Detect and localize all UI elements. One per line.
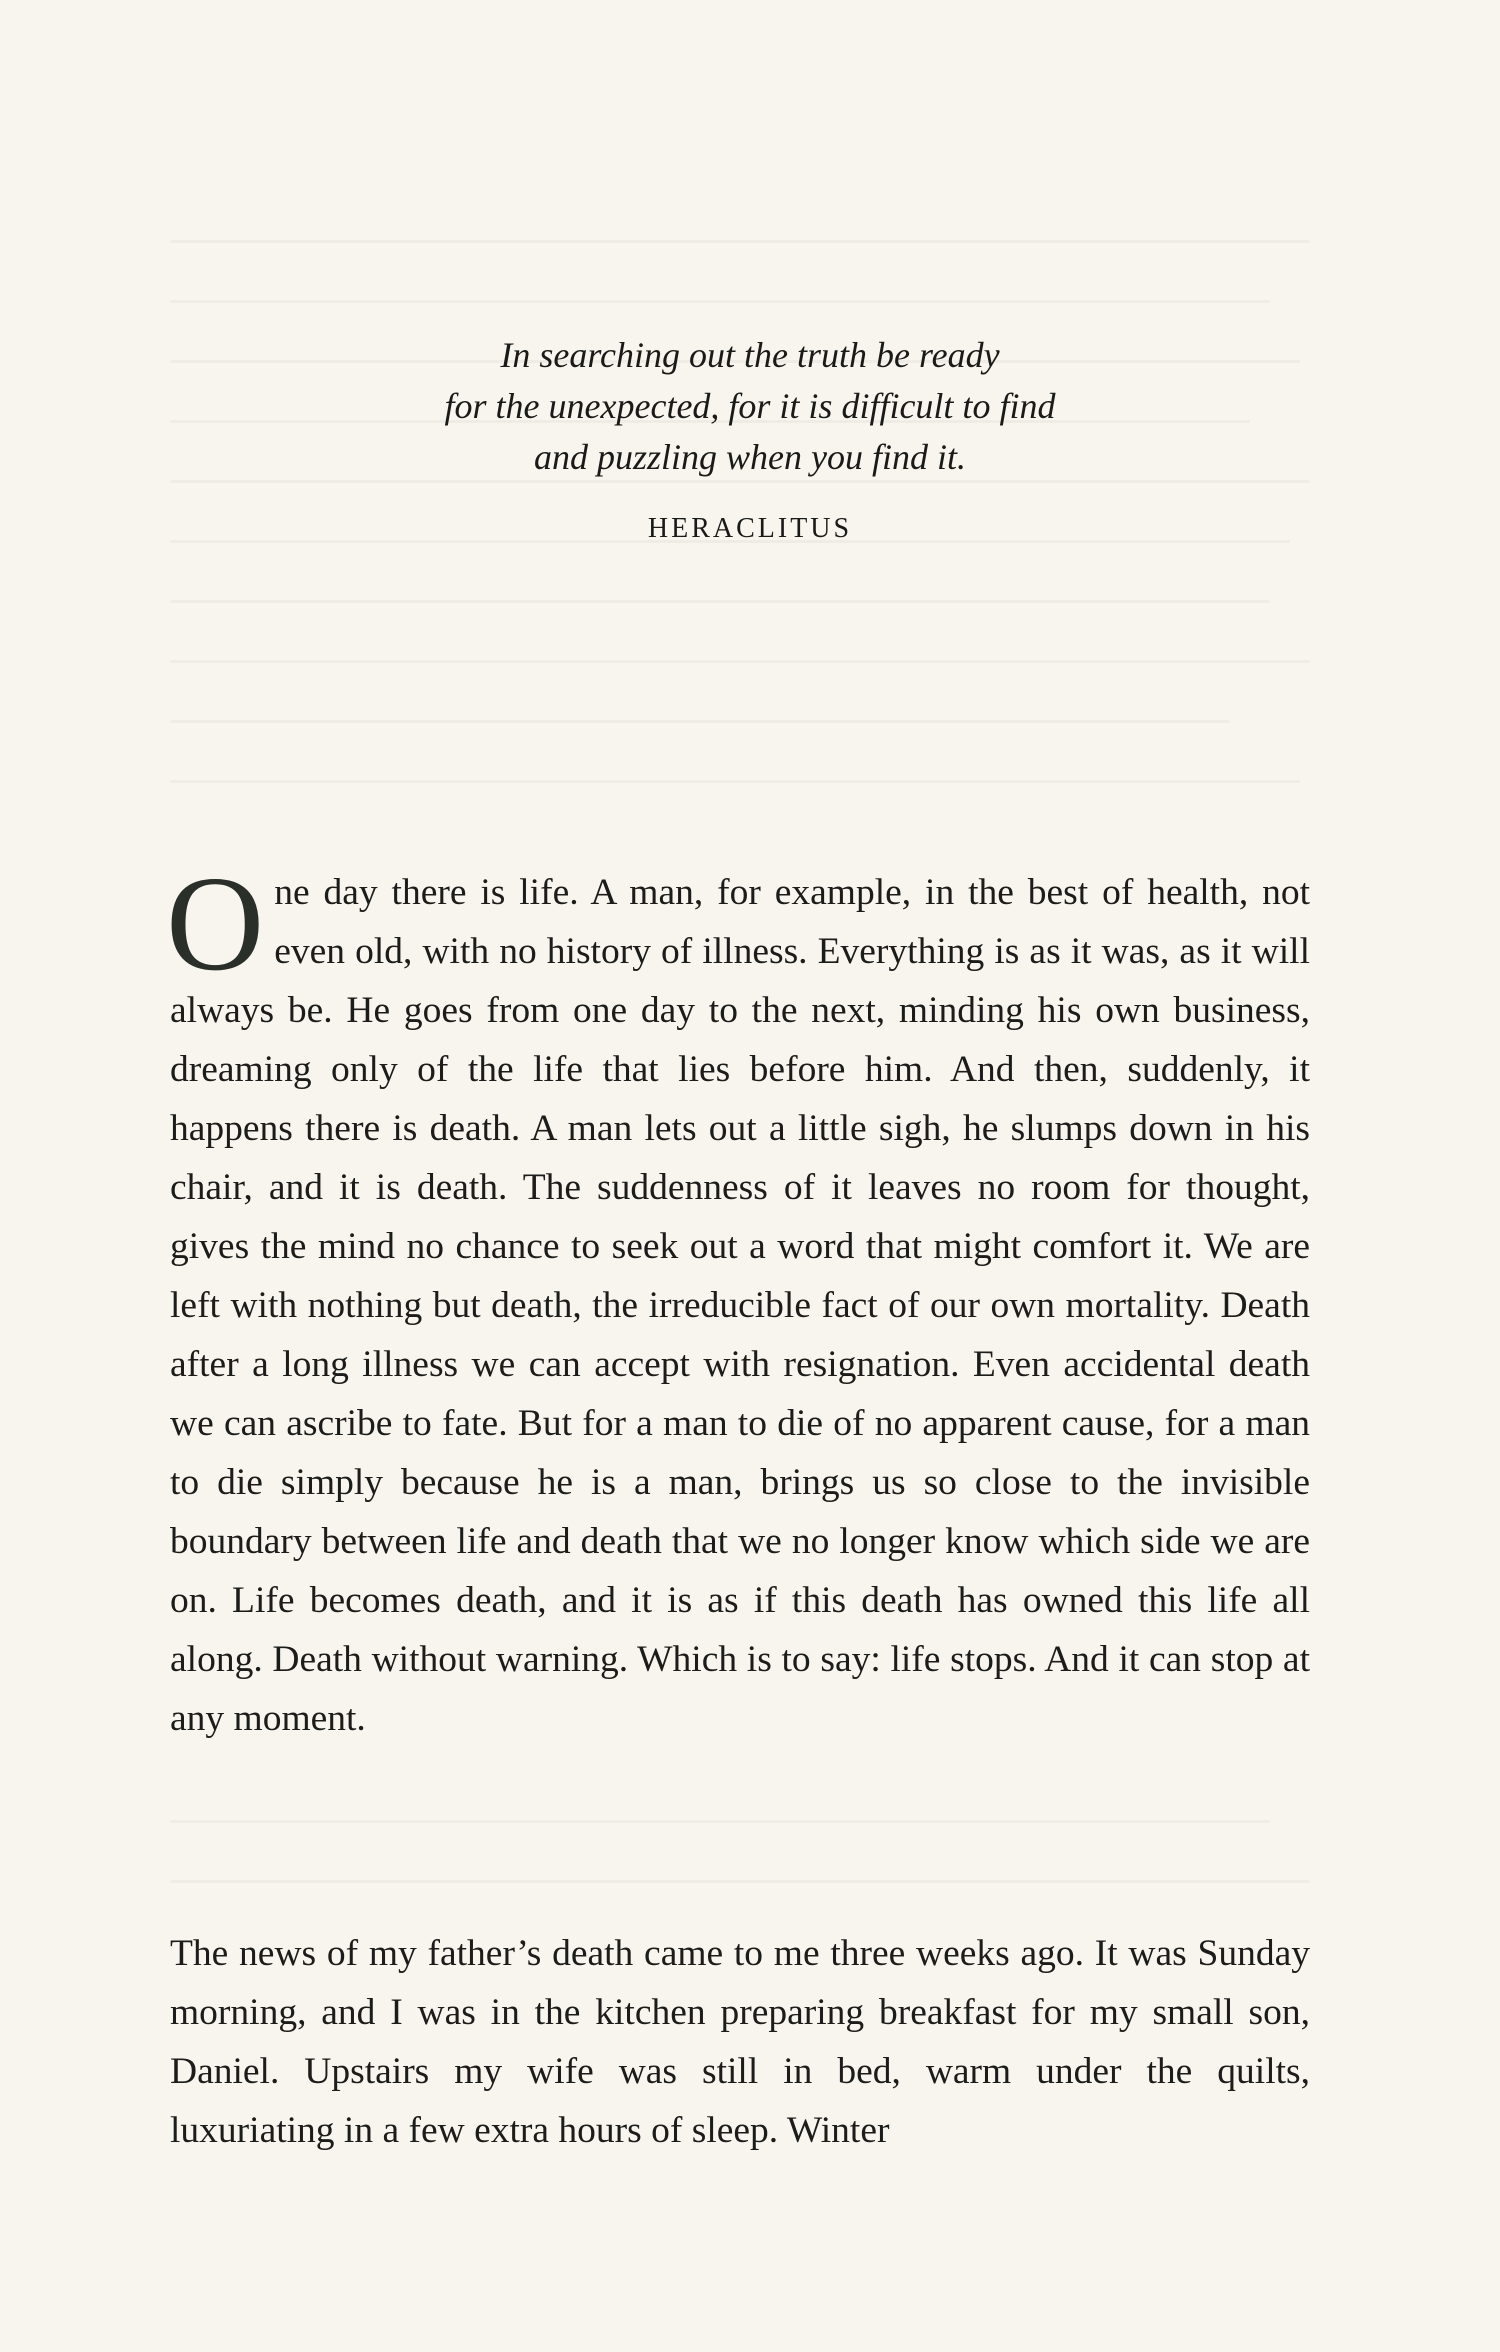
epigraph xyxy=(0,330,1500,545)
opening-paragraph-text: ne day there is life. A man, for example, in the best of health, not even old, with no history of illness. Everything is as it was, as it will always be. He goes from one day to the next, minding his own business, dreaming only of the life that lies before him. And then, suddenly, it happens there is death. A man lets out a little sigh, he slumps down in his chair, and it is death. The suddenness of it leaves no room for thought, gives the mind no chance to seek out a word that might comfort it. We are left with nothing but death, the irreducible fact of our own mortality. Death after a long illness we can accept with resignation. Even accidental death we can ascribe to fate. But for a man to die of no apparent cause, for a man to die simply because he is a man, brings us so close to the invisible boundary between life and death that we no longer know which side we are on. Life becomes death, and it is as if this death has owned this life all along. Death without warning. Which is to say: life stops. And it can stop at any moment. xyxy=(170,872,1310,1739)
drop-cap: O xyxy=(166,849,265,999)
second-paragraph xyxy=(170,1924,1310,2160)
opening-paragraph xyxy=(166,849,1310,1748)
epigraph-author: HERACLITUS xyxy=(647,513,853,544)
epigraph-line: and puzzling when you find it. xyxy=(534,437,966,477)
second-paragraph-text: The news of my father’s death came to me three weeks ago. It was Sunday morning, and I was in the kitchen preparing breakfast for my small son, Daniel. Upstairs my wife was still in bed, warm under the quilts, luxuriating in a few extra hours of sleep. Winter xyxy=(170,1933,1310,2151)
epigraph-line: In searching out the truth be ready xyxy=(500,335,1000,375)
epigraph-line: for the unexpected, for it is difficult to find xyxy=(444,386,1056,426)
